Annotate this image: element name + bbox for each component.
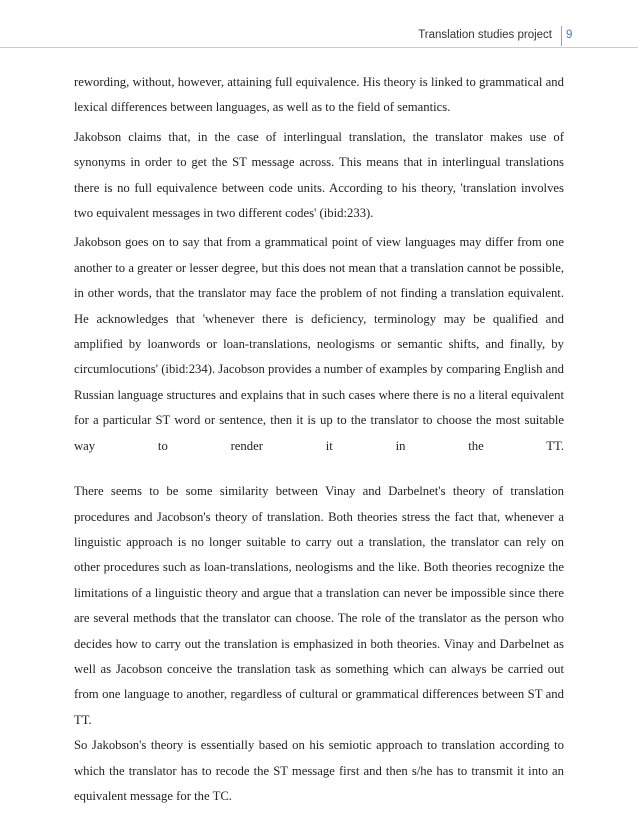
page-number: 9 xyxy=(566,29,573,41)
paragraph-2: Jakobson claims that, in the case of interlingual translation, the translator makes use of synonyms in order to get the ST message across. This means that in interlingual translations there is no full equivalence between code units. According to his theory, 'translation involves two equivalent messages in two different codes' (ibid:233). xyxy=(74,129,564,221)
paragraph-5: So Jakobson's theory is essentially based on his semiotic approach to translation according to which the translator has to recode the ST message first and then s/he has to transmit it into an equivalent message for the TC. xyxy=(74,738,564,803)
paragraph-1: rewording, without, however, attaining full equivalence. His theory is linked to grammatical and lexical differences between languages, as well as to the field of semantics. xyxy=(74,75,564,115)
body-text xyxy=(74,70,564,813)
paragraph-4: There seems to be some similarity between Vinay and Darbelnet's theory of translation procedures and Jacobson's theory of translation. Both theories stress the fact that, whenever a linguistic approach is no longer suitable to carry out a translation, the translator can rely on other procedures such as loan-translations, neologisms and the like. Both theories recognize the limitations of a linguistic theory and argue that a translation can never be impossible since there are several methods that the translator can choose. The role of the translator as the person who decides how to carry out the translation is emphasized in both theories. Vinay and Darbelnet as well as Jacobson conceive the translation task as something which can always be carried out from one language to another, regardless of cultural or grammatical differences between ST and TT. xyxy=(74,484,564,727)
paragraph-gap xyxy=(74,463,564,479)
header-title: Translation studies project xyxy=(418,29,552,41)
header-divider xyxy=(561,26,562,46)
paragraph-3: Jakobson goes on to say that from a grammatical point of view languages may differ from one another to a greater or lesser degree, but this does not mean that a translation cannot be possible, in other words, that the translator may face the problem of not finding a translation equivalent. He acknowledges that 'whenever there is deficiency, terminology may be qualified and amplified by loanwords or loan-translations, neologisms or semantic shifts, and finally, by circumlocutions' (ibid:234). Jacobson provides a number of examples by comparing English and Russian language structures and explains that in such cases where there is no a literal equivalent for a particular ST word or sentence, then it is up to the translator to choose the most suitable way to render it in the TT. xyxy=(74,235,564,453)
page-header xyxy=(0,26,638,48)
header-rule xyxy=(0,47,638,48)
